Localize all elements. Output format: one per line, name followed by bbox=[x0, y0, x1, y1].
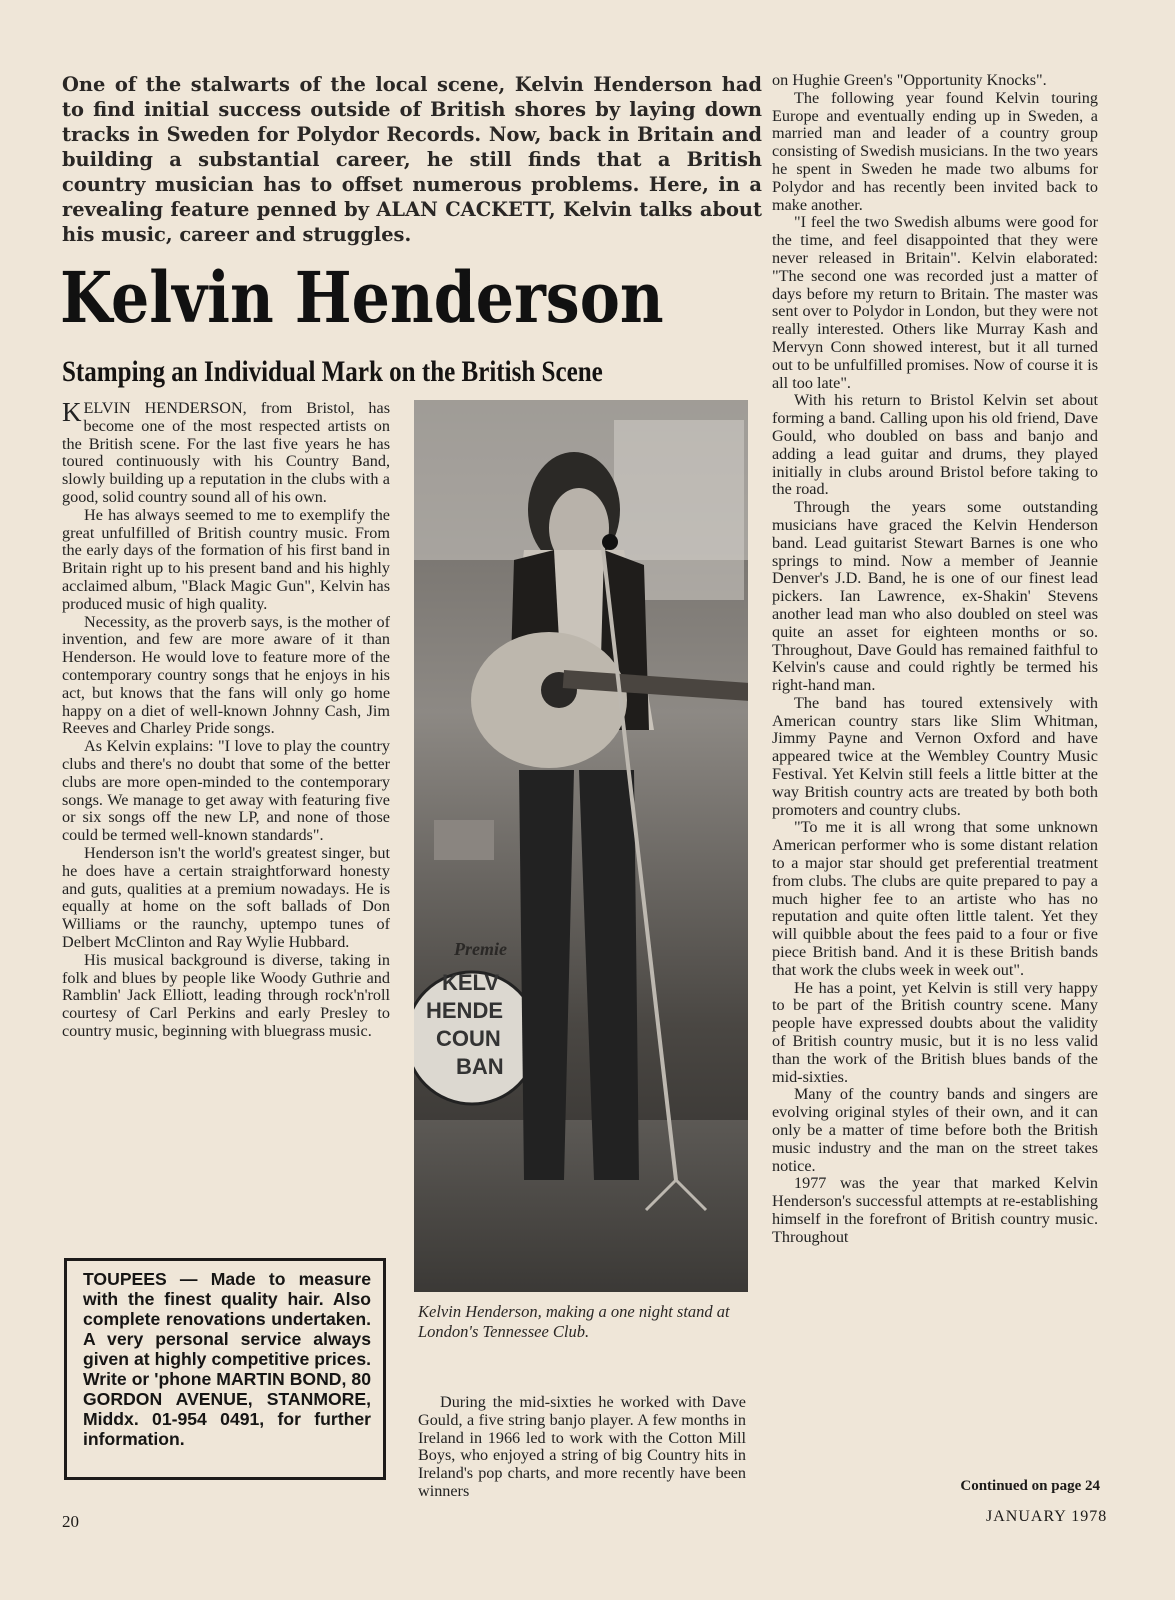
continued-note: Continued on page 24 bbox=[960, 1478, 1100, 1494]
drum-brand: Premie bbox=[454, 939, 507, 959]
middle-paragraph-1: During the mid-sixties he worked with Dave Gould, a five string banjo player. A few months in Ireland in 1966 led to work with the Cotton Mill Boys, who enjoyed a string of big Country hits in Ireland's pop charts, and more recently have been winners bbox=[418, 1393, 746, 1500]
drum-line-3: HENDE bbox=[426, 998, 504, 1023]
left-paragraph-3: Necessity, as the proverb says, is the mother of invention, and few are more aware of it than Henderson. He would love to feature more of the contemporary country songs that he enjoys in his act, but knows that the fans will only go home happy on a diet of well-known Johnny Cash, Jim Reeves and Charley Pride songs. bbox=[62, 612, 390, 738]
right-paragraph-4: Through the years some outstanding musicians have graced the Kelvin Henderson band. Lead guitarist Stewart Barnes is one who springs to mind. Now a member of Jeannie Denver's J.D. Band, he is one of our finest lead pickers. Ian Lawrence, ex-Shakin' Stevens another lead man who also doubled on steel was quite an asset for eighteen months or so. Throughout, Dave Gould has remained faithful to Kelvin's cause and could rightly be termed his right-hand man. bbox=[772, 498, 1098, 695]
article-subheadline: Stamping an Individual Mark on the British Scene bbox=[62, 355, 603, 388]
drum-line-2: KELV bbox=[442, 970, 500, 995]
advertisement-text: TOUPEES — Made to measure with the finest quality hair. Also complete renovations undertaken. A very personal service always given at highly competitive prices. Write or 'phone MARTIN BOND, 80 GORDON AVENUE, STANMORE, Middx. 01-954 0491, for further information. bbox=[83, 1269, 371, 1449]
left-paragraph-4: As Kelvin explains: "I love to play the country clubs and there's no doubt that some of the better clubs are more open-minded to the contemporary songs. We manage to get away with featuring five or six songs off the new LP, and none of those could be termed well-known standards". bbox=[62, 737, 390, 845]
left-paragraph-6: His musical background is diverse, taking in folk and blues by people like Woody Guthrie and Ramblin' Jack Elliott, leading through rock'n'roll courtesy of Carl Perkins and early Presley to country music, beginning with bluegrass music. bbox=[62, 950, 390, 1040]
right-column bbox=[772, 72, 1098, 1247]
left-paragraph-2: He has always seemed to me to exemplify the great unfulfilled of British country music. From the early days of the formation of his first band in Britain right up to his present band and his highly acclaimed album, "Black Magic Gun", Kelvin has produced music of high quality. bbox=[62, 505, 390, 613]
right-paragraph-9: 1977 was the year that marked Kelvin Henderson's successful attempts at re-establishing himself in the forefront of British country music. Throughout bbox=[772, 1174, 1098, 1246]
drum-line-4: COUN bbox=[436, 1026, 501, 1051]
right-paragraph-3: With his return to Bristol Kelvin set about forming a band. Calling upon his old friend, Dave Gould, who doubled on bass and banjo and adding a lead guitar and drums, they played initially in clubs around Bristol before taking to the road. bbox=[772, 391, 1098, 499]
issue-date: JANUARY 1978 bbox=[986, 1508, 1108, 1525]
right-paragraph-6: "To me it is all wrong that some unknown American performer who is some distant relation to a major star should get preferential treatment from clubs. The clubs are quite prepared to pay a much higher fee to an artiste who has no reputation and quite often little talent. Yet they will quibble about the fees paid to a four or five piece British band. And it is these British bands that work the clubs week in week out". bbox=[772, 818, 1098, 979]
right-paragraph-8: Many of the country bands and singers are evolving original styles of their own, and it can only be a matter of time before both the British music industry and the man on the street takes notice. bbox=[772, 1085, 1098, 1175]
middle-column bbox=[418, 1394, 746, 1501]
left-column bbox=[62, 397, 390, 1041]
intro-standfirst: One of the stalwarts of the local scene, Kelvin Henderson had to find initial success outside of British shores by laying down tracks in Sweden for Polydor Records. Now, back in Britain and building a substantial career, he still finds that a British country musician has to offset numerous problems. Here, in a revealing feature penned by ALAN CACKETT, Kelvin talks about his music, career and struggles. bbox=[62, 73, 762, 246]
drum-line-5: BAN bbox=[456, 1054, 504, 1079]
article-headline: Kelvin Henderson bbox=[60, 256, 664, 339]
left-paragraph-1 bbox=[62, 397, 390, 507]
photo-illustration bbox=[414, 400, 748, 1292]
toupees-advertisement bbox=[64, 1258, 386, 1480]
right-paragraph-1: The following year found Kelvin touring Europe and eventually ending up in Sweden, a married man and leader of a country group consisting of Swedish musicians. In the two years he spent in Sweden he made two albums for Polydor and has recently been invited back to make another. bbox=[772, 88, 1098, 214]
right-paragraph-7: He has a point, yet Kelvin is still very happy to be part of the British country scene. Many people have expressed doubts about the validity of British country music, but it is no less valid than the work of the British blues bands of the mid-sixties. bbox=[772, 978, 1098, 1086]
right-paragraph-2: "I feel the two Swedish albums were good for the time, and feel disappointed that they were never released in Britain". Kelvin elaborated: "The second one was recorded just a matter of days before my return to Britain. The master was sent over to Polydor in London, but they were not really interested. Others like Murray Kash and Mervyn Conn showed interest, but it all turned out to be unfulfilled promises. Now of course it is all too late". bbox=[772, 213, 1098, 392]
right-paragraph-0: on Hughie Green's "Opportunity Knocks". bbox=[772, 71, 1047, 89]
right-paragraph-5: The band has toured extensively with American country stars like Slim Whitman, Jimmy Payne and Vernon Oxford and have appeared twice at the Wembley Country Music Festival. Yet Kelvin still feels a little bitter at the way British country acts are treated by both both promoters and country clubs. bbox=[772, 693, 1098, 819]
page-number: 20 bbox=[62, 1512, 79, 1531]
left-paragraph-5: Henderson isn't the world's greatest singer, but he does have a certain straightforward honesty and guts, qualities at a premium nowadays. He is equally at home on the soft ballads of Don Williams or the raunchy, uptempo tunes of Delbert McClinton and Ray Wylie Hubbard. bbox=[62, 843, 390, 951]
photo-caption: Kelvin Henderson, making a one night stand at London's Tennessee Club. bbox=[418, 1302, 730, 1341]
left-paragraph-1-text: ELVIN HENDERSON, from Bristol, has become one of the most respected artists on the British scene. For the last five years he has toured continuously with his Country Band, slowly building up a reputation in the clubs with a good, solid country sound all of his own. bbox=[62, 399, 390, 506]
performer-photo bbox=[414, 400, 748, 1292]
drop-cap: K bbox=[62, 397, 82, 427]
